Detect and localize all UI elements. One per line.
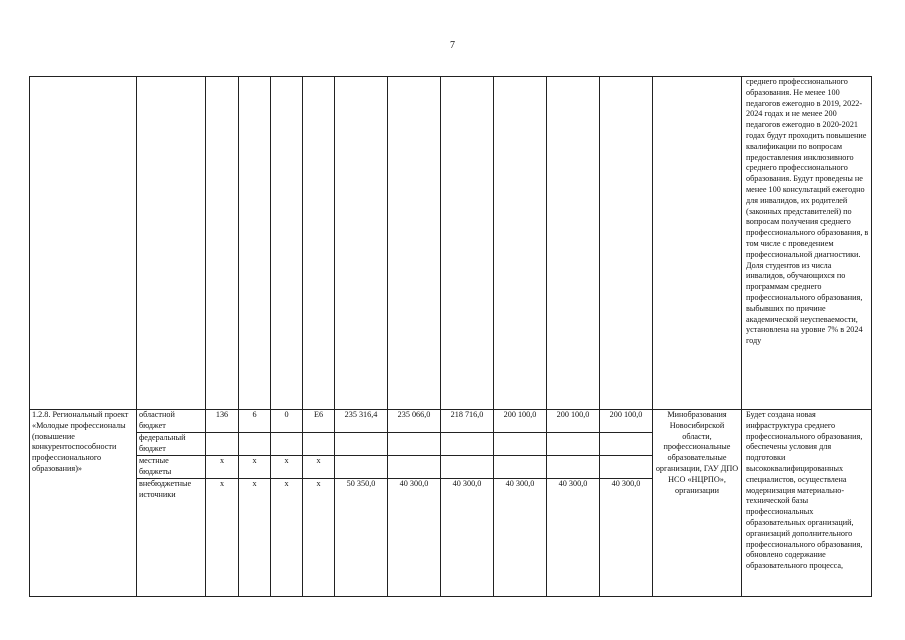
code-cell: х — [271, 456, 303, 479]
code-cell: 136 — [206, 410, 239, 433]
funding-source: федеральный бюджет — [137, 433, 206, 456]
amount-cell: 40 300,0 — [441, 479, 494, 597]
amount-cell: 40 300,0 — [388, 479, 441, 597]
amount-cell: 235 316,4 — [335, 410, 388, 433]
code-cell — [271, 433, 303, 456]
amount-cell: 40 300,0 — [600, 479, 653, 597]
code-cell — [206, 433, 239, 456]
code-cell: х — [271, 479, 303, 597]
budget-table — [29, 76, 872, 597]
amount-cell — [600, 433, 653, 456]
amount-cell — [335, 456, 388, 479]
code-cell: 0 — [271, 410, 303, 433]
code-cell: х — [206, 456, 239, 479]
code-cell: х — [206, 479, 239, 597]
code-cell — [239, 433, 271, 456]
amount-cell — [388, 456, 441, 479]
amount-cell: 218 716,0 — [441, 410, 494, 433]
amount-cell — [335, 433, 388, 456]
code-cell: х — [303, 479, 335, 597]
amount-cell: 235 066,0 — [388, 410, 441, 433]
amount-cell — [547, 456, 600, 479]
amount-cell: 40 300,0 — [547, 479, 600, 597]
amount-cell — [494, 456, 547, 479]
amount-cell — [494, 433, 547, 456]
code-cell: х — [239, 479, 271, 597]
funding-source: областной бюджет — [137, 410, 206, 433]
funding-source: местные бюджеты — [137, 456, 206, 479]
amount-cell: 200 100,0 — [600, 410, 653, 433]
project-result: Будет создана новая инфраструктура среднего профессионального образования, обеспечены условия для подготовки высококвалифицированных специалистов, осуществлена модернизация материально-технической базы профессиональных образовательных организаций, организаций дополнительного профессионального образования, обновлено содержание образовательного процесса, — [742, 410, 872, 597]
executors: Минобразования Новосибирской области, профессиональные образовательные организации, ГАУ ДПО НСО «НЦРПО», организации — [653, 410, 742, 597]
continuation-row — [30, 77, 872, 410]
table-row — [30, 410, 872, 433]
amount-cell: 40 300,0 — [494, 479, 547, 597]
code-cell: Е6 — [303, 410, 335, 433]
amount-cell — [441, 433, 494, 456]
continuation-result-text: среднего профессионального образования. Не менее 100 педагогов ежегодно в 2019, 2022-2024 годах и не менее 200 педагогов ежегодно в 2020-2021 годах будут проходить повышение квалификации по вопросам предоставления инклюзивного среднего профессионального образования. Будут проведены не менее 100 консультаций ежегодно для инвалидов, их родителей (законных представителей) по вопросам получения среднего профессионального образования, в том числе с проведением профессиональной диагностики. Доля студентов из числа инвалидов, обучающихся по программам среднего профессионального образования, выбывших по причине академической неуспеваемости, установлена на уровне 7% в 2024 году — [742, 77, 872, 410]
amount-cell: 200 100,0 — [547, 410, 600, 433]
code-cell — [303, 433, 335, 456]
amount-cell — [600, 456, 653, 479]
amount-cell — [388, 433, 441, 456]
code-cell: 6 — [239, 410, 271, 433]
amount-cell: 50 350,0 — [335, 479, 388, 597]
funding-source: внебюджетные источники — [137, 479, 206, 597]
amount-cell — [547, 433, 600, 456]
code-cell: х — [239, 456, 271, 479]
page-number: 7 — [450, 40, 455, 51]
project-title: 1.2.8. Региональный проект «Молодые профессионалы (повышение конкурентоспособности профессионального образования)» — [30, 410, 137, 597]
amount-cell: 200 100,0 — [494, 410, 547, 433]
amount-cell — [441, 456, 494, 479]
code-cell: х — [303, 456, 335, 479]
